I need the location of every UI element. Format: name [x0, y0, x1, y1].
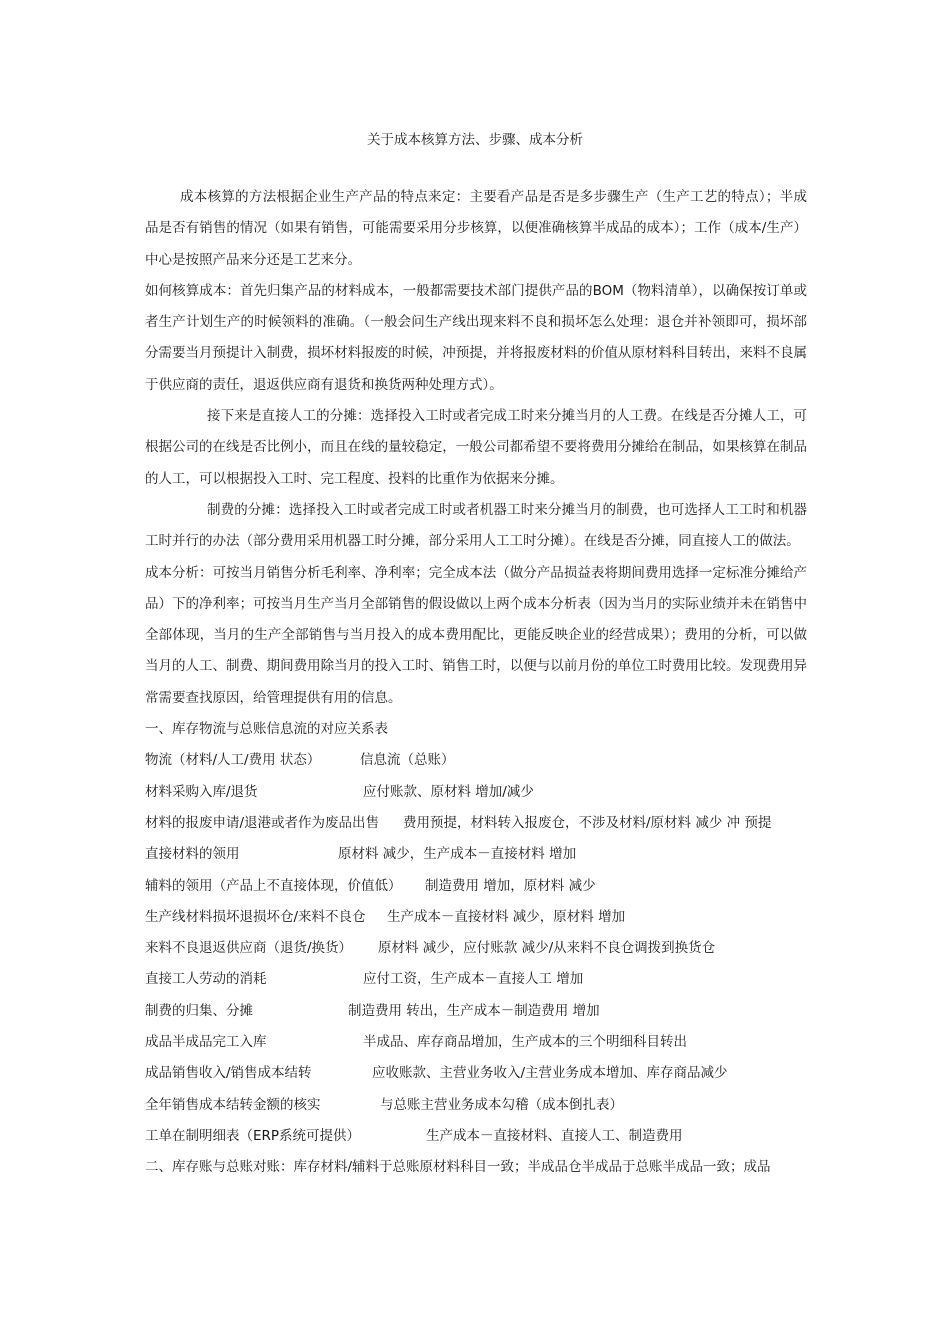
- table-row: [145, 1121, 807, 1152]
- row-right: 原材料 减少，生产成本－直接材料 增加: [338, 846, 577, 863]
- row-right: 生产成本－直接材料、直接人工、制造费用: [426, 1127, 683, 1144]
- row-left: 全年销售成本结转金额的核实: [145, 1096, 321, 1113]
- row-left: 来料不良退返供应商（退货/换货）: [145, 940, 353, 957]
- table-row: [145, 902, 807, 933]
- row-right: 信息流（总账）: [360, 752, 455, 769]
- table-row: [145, 964, 807, 995]
- table-row: [145, 745, 807, 776]
- table-row: [145, 808, 807, 839]
- paragraph-how-to: 如何核算成本：首先归集产品的材料成本，一般都需要技术部门提供产品的BOM（物料清单），以确保按订单或者生产计划生产的时候领料的准确。（一般会问生产线出现来料不良和损坏怎么处理：退仓并补领即可，损坏部分需要当月预提计入制费，损坏材料报废的时候，冲预提，并将报废材料的价值从原材料科目转出，来料不良属于供应商的责任，退返供应商有退货和换货两种处理方式）。: [145, 282, 807, 393]
- table-row: [145, 996, 807, 1027]
- row-right: 应收账款、主营业务收入/主营业务成本增加、库存商品减少: [372, 1065, 728, 1082]
- row-right: 原材料 减少，应付账款 减少/从来料不良仓调拨到换货仓: [378, 940, 716, 957]
- row-left: 辅料的领用（产品上不直接体现，价值低）: [145, 877, 402, 894]
- table-row: [145, 1090, 807, 1121]
- row-left: 工单在制明细表（ERP系统可提供）: [145, 1127, 361, 1144]
- row-left: 物流（材料/人工/费用 状态）: [145, 752, 321, 769]
- row-right: 应付账款、原材料 增加/减少: [363, 783, 534, 800]
- mapping-table: [145, 745, 807, 1152]
- section1-heading: 一、库存物流与总账信息流的对应关系表: [145, 721, 388, 738]
- table-row: [145, 1058, 807, 1089]
- table-row: [145, 933, 807, 964]
- paragraph-direct-labor: 接下来是直接人工的分摊：选择投入工时或者完成工时来分摊当月的人工费。在线是否分摊人工，可根据公司的在线是否比例小，而且在线的量较稳定，一般公司都希望不要将费用分摊给在制品，如果核算在制品的人工，可以根据投入工时、完工程度、投料的比重作为依据来分摊。: [145, 408, 807, 487]
- row-right: 与总账主营业务成本勾稽（成本倒扎表）: [380, 1096, 623, 1113]
- row-left: 生产线材料损坏退损坏仓/来料不良仓: [145, 908, 366, 925]
- row-right: 制造费用 转出，生产成本－制造费用 增加: [348, 1002, 600, 1019]
- row-left: 直接工人劳动的消耗: [145, 971, 267, 988]
- row-right: 制造费用 增加，原材料 减少: [425, 877, 596, 894]
- document-body: [145, 182, 807, 1184]
- row-right: 半成品、库存商品增加，生产成本的三个明细科目转出: [363, 1034, 687, 1051]
- row-left: 材料采购入库/退货: [145, 783, 258, 800]
- table-row: [145, 777, 807, 808]
- row-left: 成品半成品完工入库: [145, 1034, 267, 1051]
- section2-heading: 二、库存账与总账对账：库存材料/辅料于总账原材料科目一致；半成品仓半成品于总账半成品一致；成品: [145, 1159, 771, 1176]
- paragraph-method: 成本核算的方法根据企业生产产品的特点来定：主要看产品是否是多步骤生产（生产工艺的特点）；半成品是否有销售的情况（如果有销售，可能需要采用分步核算，以便准确核算半成品的成本）；工作（成本/生产）中心是按照产品来分还是工艺来分。: [145, 189, 807, 268]
- row-right: 应付工资，生产成本－直接人工 增加: [363, 971, 584, 988]
- row-left: 成品销售收入/销售成本结转: [145, 1065, 312, 1082]
- paragraph-cost-analysis: 成本分析：可按当月销售分析毛利率、净利率；完全成本法（做分产品损益表将期间费用选择一定标准分摊给产品）下的净利率；可按当月生产当月全部销售的假设做以上两个成本分析表（因为当月的实际业绩并未在销售中全部体现，当月的生产全部销售与当月投入的成本费用配比，更能反映企业的经营成果）；费用的分析，可以做当月的人工、制费、期间费用除当月的投入工时、销售工时，以便与以前月份的单位工时费用比较。发现费用异常需要查找原因，给管理提供有用的信息。: [145, 564, 807, 706]
- paragraph-overhead: 制费的分摊：选择投入工时或者完成工时或者机器工时来分摊当月的制费，也可选择人工工时和机器工时并行的办法（部分费用采用机器工时分摊，部分采用人工工时分摊）。在线是否分摊，同直接人工的做法。: [145, 501, 807, 550]
- row-left: 材料的报废申请/退港或者作为废品出售: [145, 814, 380, 831]
- table-row: [145, 1027, 807, 1058]
- row-right: 生产成本－直接材料 减少，原材料 增加: [387, 908, 626, 925]
- table-row: [145, 871, 807, 902]
- table-row: [145, 839, 807, 870]
- row-right: 费用预提，材料转入报废仓，不涉及材料/原材料 减少 冲 预提: [403, 814, 772, 831]
- row-left: 制费的归集、分摊: [145, 1002, 253, 1019]
- document-title: 关于成本核算方法、步骤、成本分析: [367, 132, 583, 148]
- row-left: 直接材料的领用: [145, 846, 240, 863]
